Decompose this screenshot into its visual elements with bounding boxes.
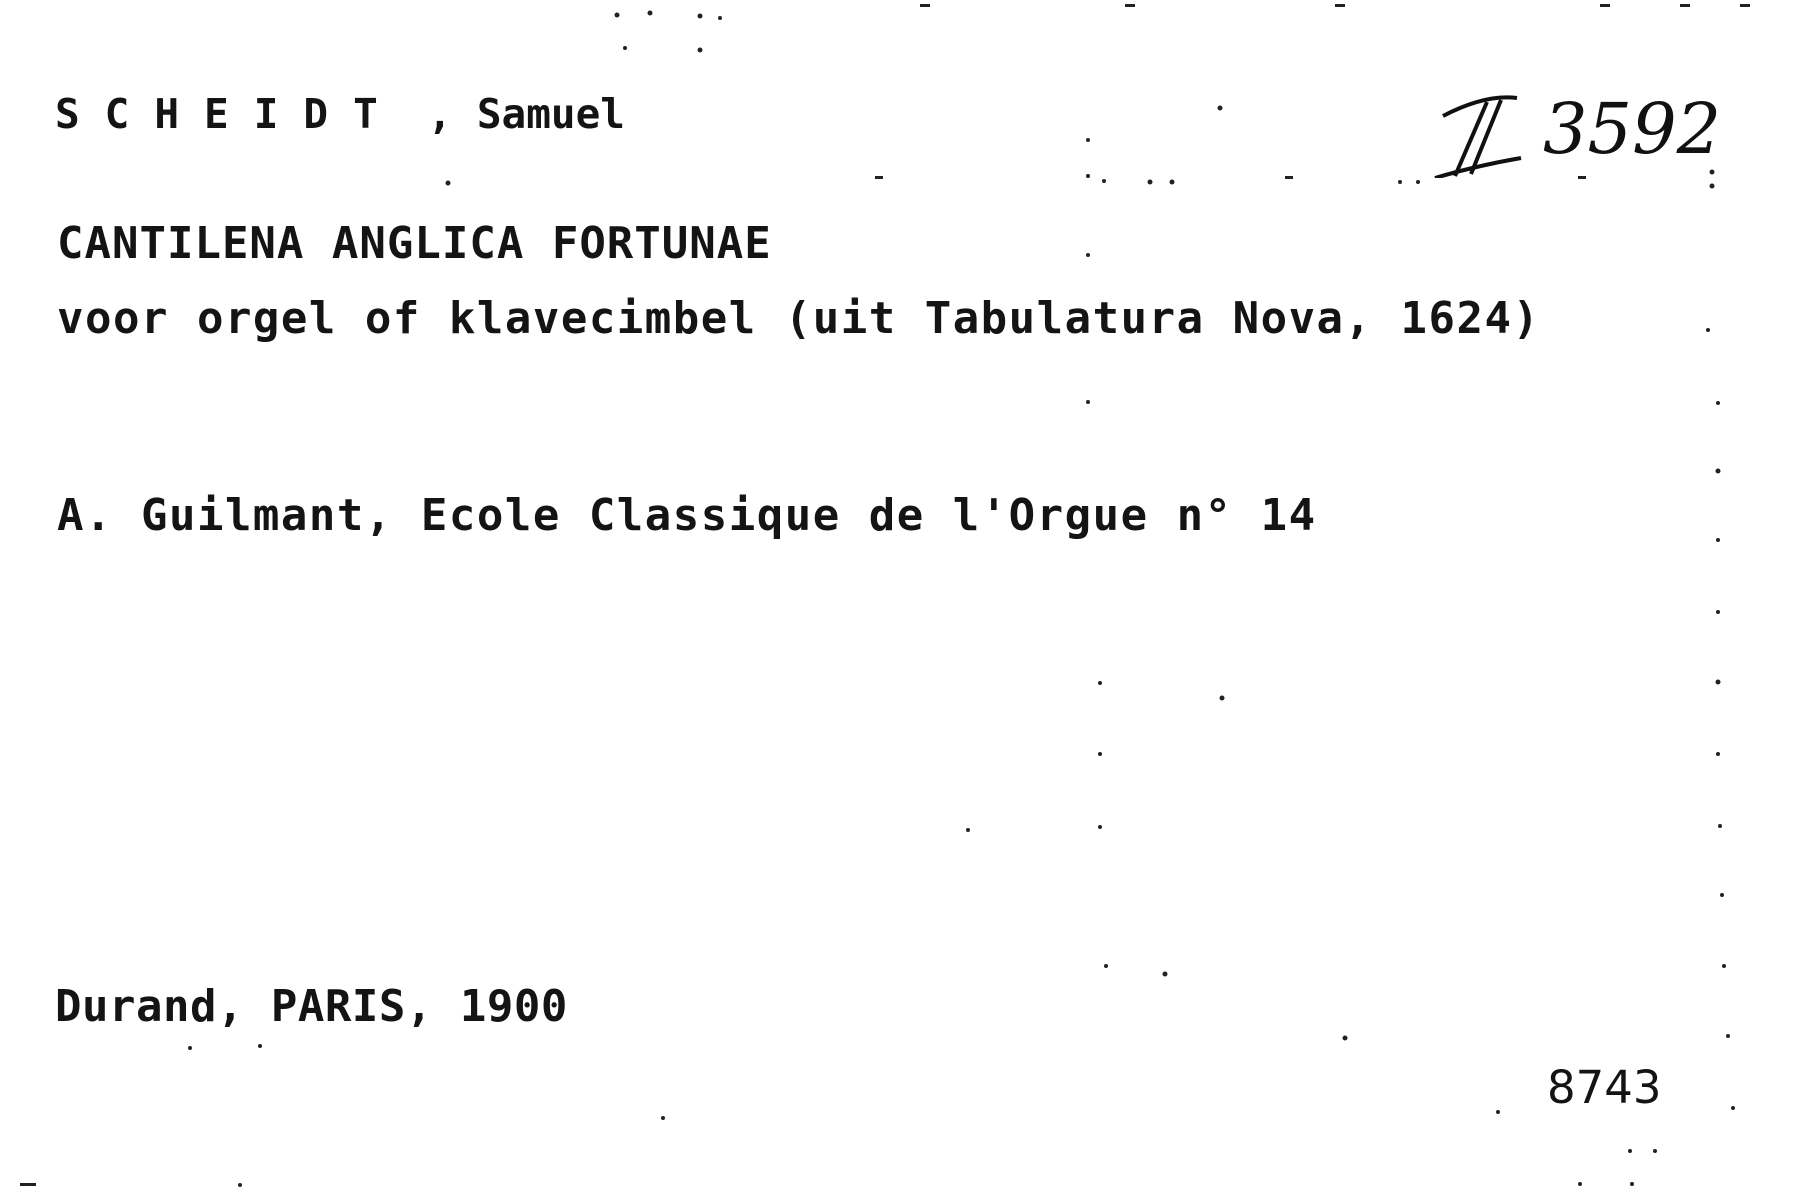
composer-given-name: Samuel bbox=[476, 90, 625, 138]
composer-separator: , bbox=[402, 90, 477, 138]
series-statement: A. Guilmant, Ecole Classique de l'Orgue n° 14 bbox=[57, 490, 1317, 541]
handwritten-call-number bbox=[1425, 58, 1735, 178]
work-title: CANTILENA ANGLICA FORTUNAE bbox=[57, 218, 772, 269]
catalog-number: 8743 bbox=[1547, 1061, 1662, 1114]
composer-heading bbox=[55, 90, 625, 138]
call-number-digits: 3592 bbox=[1543, 88, 1722, 170]
work-subtitle: voor orgel of klavecimbel (uit Tabulatura Nova, 1624) bbox=[57, 293, 1541, 344]
publication-imprint: Durand, PARIS, 1900 bbox=[55, 981, 568, 1032]
composer-surname: SCHEIDT bbox=[55, 90, 403, 138]
